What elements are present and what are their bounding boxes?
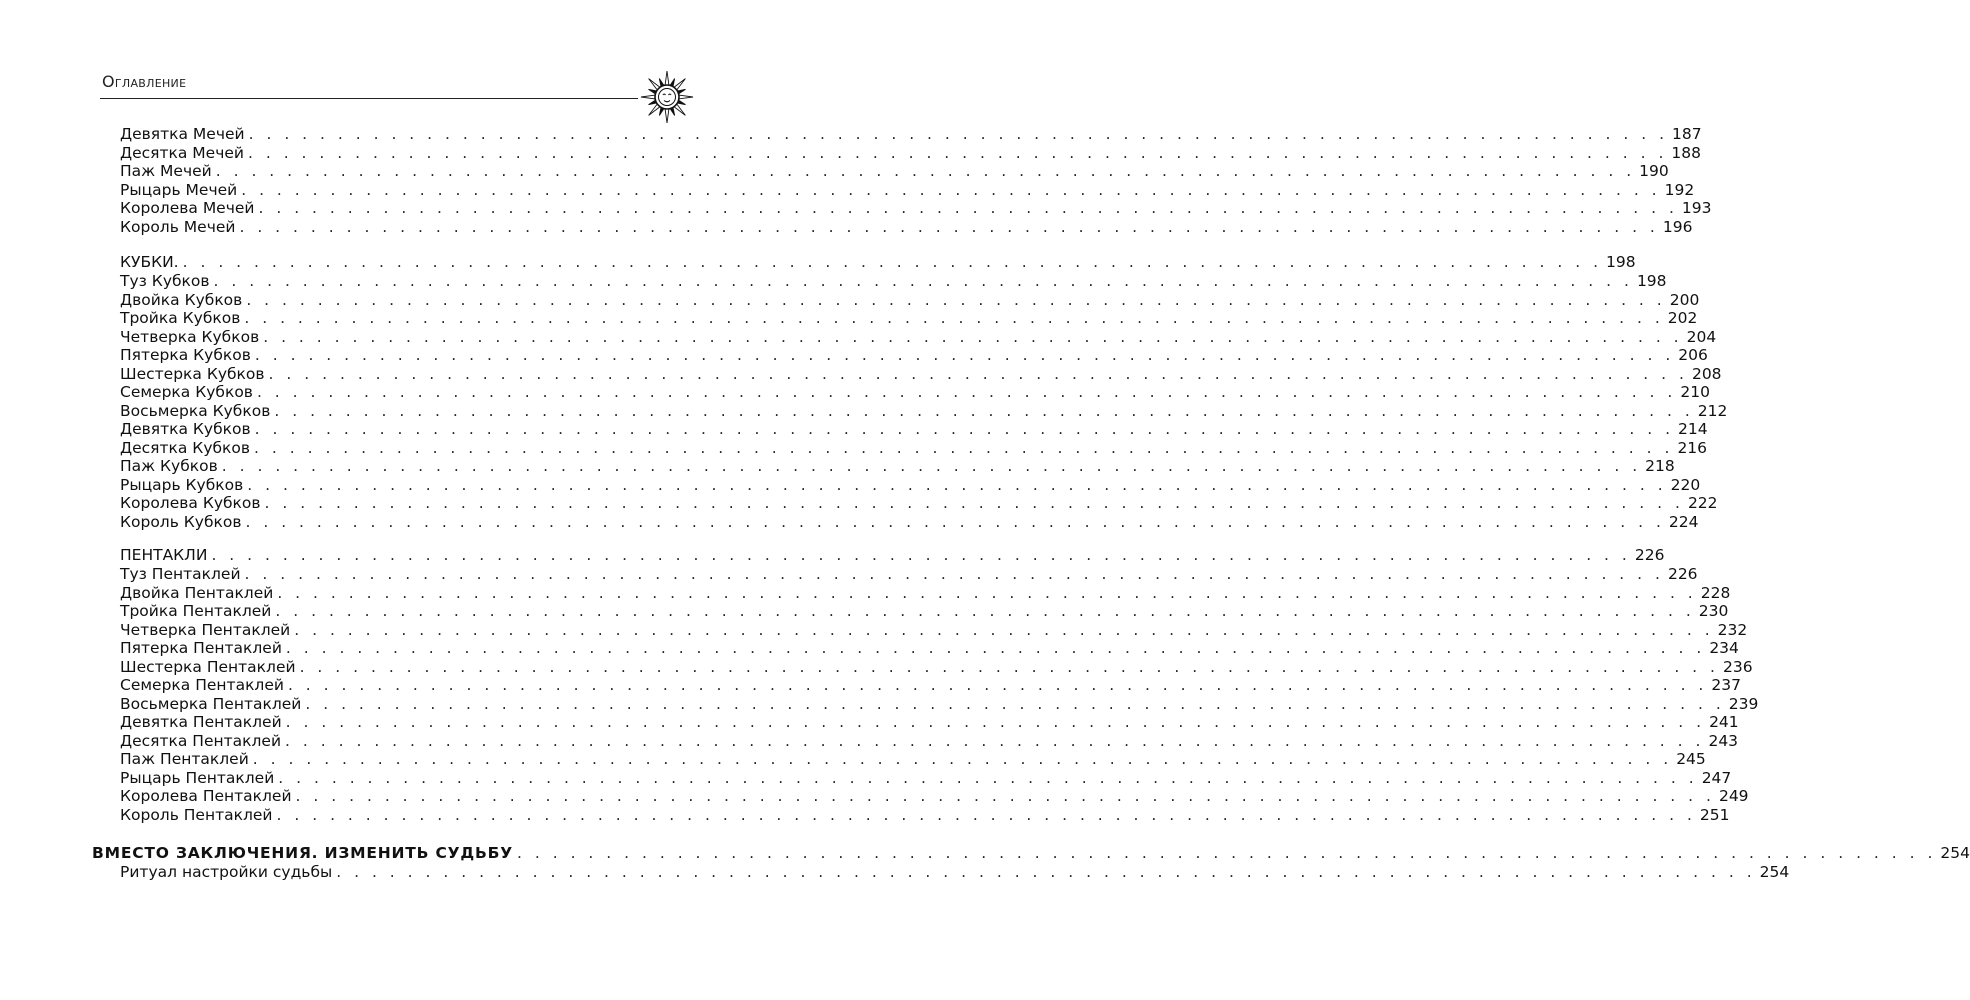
entry-label: Король Мечей xyxy=(120,217,236,236)
toc-entry[interactable] xyxy=(120,143,1701,163)
toc-entry[interactable] xyxy=(120,180,1695,200)
entry-label: Шестерка Кубков xyxy=(120,364,265,383)
entry-label: Туз Кубков xyxy=(120,272,210,290)
page-number: 192 xyxy=(1664,180,1695,199)
dot-leader: . . . . . . . . . . . . . . . . . . . . . . . . . . . . . . . . . . . . . . . . . . . . . . . . . . . . . . . . . . . . . . . . . . . . . . . . . . . . . . . . xyxy=(278,768,1698,787)
entry-label: Король Пентаклей xyxy=(120,805,273,824)
entry-label: Десятка Мечей xyxy=(120,143,244,162)
dot-leader: . . . . . . . . . . . . . . . . . . . . . . . . . . . . . . . . . . . . . . . . . . . . . . . . . . . . . . . . . . . . . . . . . . . . . . . . . . . . . . . . xyxy=(254,420,1675,438)
entry-label: Рыцарь Мечей xyxy=(120,180,238,199)
entry-label: Туз Пентаклей xyxy=(120,565,241,583)
entry-label: Тройка Пентаклей xyxy=(120,602,272,620)
toc-entry[interactable] xyxy=(120,199,1712,218)
toc-entry[interactable] xyxy=(120,694,1759,714)
section-heading-conclusion[interactable] xyxy=(92,844,1970,863)
dot-leader: . . . . . . . . . . . . . . . . . . . . . . . . . . . . . . . . . . . . . . . . . . . . . . . . . . . . . . . . . . . . . . . . . . . . . . . . . . . . . . . . xyxy=(305,694,1725,713)
dot-leader: . . . . . . . . . . . . . . . . . . . . . . . . . . . . . . . . . . . . . . . . . . . . . . . . . . . . . . . . . . . . . . . . . . . . . . . . . . . . . . . . xyxy=(299,657,1719,676)
page-number: 251 xyxy=(1699,805,1730,824)
page-number: 241 xyxy=(1709,713,1739,731)
toc-entry[interactable] xyxy=(120,420,1708,439)
dot-leader: . . . . . . . . . . . . . . . . . . . . . . . . . . . . . . . . . . . . . . . . . . . . . . . . . . . . . . . . . . . . . . . . . . . . . . . . . . . . . . . . xyxy=(213,272,1633,290)
toc-entry[interactable] xyxy=(120,863,1790,882)
entry-label: Ритуал настройки судьбы xyxy=(120,863,333,881)
toc-entry[interactable] xyxy=(120,346,1708,365)
entry-label: ВМЕСТО ЗАКЛЮЧЕНИЯ. ИЗМЕНИТЬ СУДЬБУ xyxy=(92,844,514,862)
dot-leader: . . . . . . . . . . . . . . . . . . . . . . . . . . . . . . . . . . . . . . . . . . . . . . . . . . . . . . . . . . . . . . . . . . . . . . . . . . . . . . . . xyxy=(241,180,1661,199)
page-number: 230 xyxy=(1698,602,1729,620)
entry-label: Шестерка Пентаклей xyxy=(120,657,296,676)
sun-ray xyxy=(679,95,693,99)
toc-entry[interactable] xyxy=(120,125,1702,144)
toc-entry[interactable] xyxy=(120,676,1741,695)
page-number: 188 xyxy=(1671,143,1701,162)
toc-entry[interactable] xyxy=(120,272,1667,291)
toc-entry[interactable] xyxy=(120,162,1669,181)
entry-label: Пятерка Кубков xyxy=(120,346,251,364)
dot-leader: . . . . . . . . . . . . . . . . . . . . . . . . . . . . . . . . . . . . . . . . . . . . . . . . . . . . . . . . . . . . . . . . . . . . . . . . . . . . . . . . xyxy=(244,565,1664,583)
page-number: 247 xyxy=(1701,768,1732,787)
entry-label: Десятка Пентаклей xyxy=(120,731,282,750)
entry-label: Восьмерка Пентаклей xyxy=(120,694,302,713)
dot-leader: . . . . . . . . . . . . . . . . . . . . . . . . . . . . . . . . . . . . . . . . . . . . . . . . . . . . . . . . . . . . . . . . . . . . . . . . . . . . . . . . xyxy=(274,401,1694,420)
page-number: 198 xyxy=(1636,272,1667,290)
entry-label: Восьмерка Кубков xyxy=(120,401,271,420)
sun-ray xyxy=(665,71,669,85)
dot-leader: . . . . . . . . . . . . . . . . . . . . . . . . . . . . . . . . . . . . . . . . . . . . . . . . . . . . . . . . . . . . . . . . . . . . . . . . . . . . . . . . xyxy=(285,731,1705,750)
toc-entry[interactable] xyxy=(120,401,1728,421)
dot-leader: . . . . . . . . . . . . . . . . . . . . . . . . . . . . . . . . . . . . . . . . . . . . . . . . . . . . . . . . . . . . . . . . . . . . . . . . . . . . . . . . xyxy=(211,546,1631,564)
entry-label: КУБКИ. xyxy=(120,253,179,271)
entry-label: ПЕНТАКЛИ xyxy=(120,546,208,564)
dot-leader: . . . . . . . . . . . . . . . . . . . . . . . . . . . . . . . . . . . . . . . . . . . . . . . . . . . . . . . . . . . . . . . . . . . . . . . . . . . . . . . . xyxy=(285,713,1706,731)
header-rule xyxy=(100,98,638,99)
entry-label: Рыцарь Кубков xyxy=(120,475,244,494)
dot-leader: . . . . . . . . . . . . . . . . . . . . . . . . . . . . . . . . . . . . . . . . . . . . . . . . . . . . . . . . . . . . . . . . . . . . . . . . . . . . . . . . xyxy=(182,253,1603,271)
dot-leader: . . . . . . . . . . . . . . . . . . . . . . . . . . . . . . . . . . . . . . . . . . . . . . . . . . . . . . . . . . . . . . . . . . . . . . . . . . . . . . . . xyxy=(277,583,1697,602)
toc-entry[interactable] xyxy=(120,290,1700,310)
entry-label: Десятка Кубков xyxy=(120,438,251,457)
entry-label: Девятка Пентаклей xyxy=(120,713,282,731)
entry-label: Королева Мечей xyxy=(120,199,255,217)
dot-leader: . . . . . . . . . . . . . . . . . . . . . . . . . . . . . . . . . . . . . . . . . . . . . . . . . . . . . . . . . . . . . . . . . . . . . . . . . . . . . . . . xyxy=(221,457,1642,475)
toc-entry[interactable] xyxy=(120,602,1729,621)
dot-leader: . . . . . . . . . . . . . . . . . . . . . . . . . . . . . . . . . . . . . . . . . . . . . . . . . . . . . . . . . . . . . . . . . . . . . . . . . . . . . . . . xyxy=(276,805,1696,824)
dot-leader: . . . . . . . . . . . . . . . . . . . . . . . . . . . . . . . . . . . . . . . . . . . . . . . . . . . . . . . . . . . . . . . . . . . . . . . . . . . . . . . . xyxy=(268,364,1688,383)
page-number: 218 xyxy=(1645,457,1675,475)
entry-label: Четверка Пентаклей xyxy=(120,620,291,639)
page-number: 220 xyxy=(1670,475,1701,494)
dot-leader: . . . . . . . . . . . . . . . . . . . . . . . . . . . . . . . . . . . . . . . . . . . . . . . . . . . . . . . . . . . . . . . . . . . . . . . . . . . . . . . . xyxy=(254,346,1675,364)
dot-leader: . . . . . . . . . . . . . . . . . . . . . . . . . . . . . . . . . . . . . . . . . . . . . . . . . . . . . . . . . . . . . . . . . . . . . . . . . . . . . . . . xyxy=(248,125,1669,143)
entry-label: Рыцарь Пентаклей xyxy=(120,768,275,787)
dot-leader: . . . . . . . . . . . . . . . . . . . . . . . . . . . . . . . . . . . . . . . . . . . . . . . . . . . . . . . . . . . . . . . . . . . . . . . . . . . . . . . . xyxy=(285,639,1706,657)
dot-leader: . . . . . . . . . . . . . . . . . . . . . . . . . . . . . . . . . . . . . . . . . . . . . . . . . . . . . . . . . . . . . . . . . . . . . . . . . . . . . . . . xyxy=(256,383,1677,401)
toc-entry[interactable] xyxy=(120,512,1699,532)
page-number: 226 xyxy=(1634,546,1665,564)
dot-leader: . . . . . . . . . . . . . . . . . . . . . . . . . . . . . . . . . . . . . . . . . . . . . . . . . . . . . . . . . . . . . . . . . . . . . . . . . . . . . . . . xyxy=(252,750,1673,768)
page-number: 239 xyxy=(1728,694,1759,713)
toc-entry[interactable] xyxy=(120,327,1717,347)
page-number: 254 xyxy=(1940,844,1970,862)
page-number: 187 xyxy=(1672,125,1702,143)
page-number: 228 xyxy=(1700,583,1731,602)
page-number: 196 xyxy=(1662,217,1693,236)
page-number: 254 xyxy=(1759,863,1790,881)
toc-entry[interactable] xyxy=(120,731,1739,751)
page-number: 224 xyxy=(1668,512,1699,531)
toc-entry[interactable] xyxy=(120,457,1675,476)
dot-leader: . . . . . . . . . . . . . . . . . . . . . . . . . . . . . . . . . . . . . . . . . . . . . . . . . . . . . . . . . . . . . . . . . . . . . . . . . . . . . . . . xyxy=(517,844,1937,862)
page-number: 216 xyxy=(1677,438,1708,457)
toc-entry[interactable] xyxy=(120,620,1748,640)
entry-label: Паж Пентаклей xyxy=(120,750,249,768)
dot-leader: . . . . . . . . . . . . . . . . . . . . . . . . . . . . . . . . . . . . . . . . . . . . . . . . . . . . . . . . . . . . . . . . . . . . . . . . . . . . . . . . xyxy=(275,602,1695,620)
toc-entry[interactable] xyxy=(120,750,1706,769)
sun-ray xyxy=(665,109,669,123)
dot-leader: . . . . . . . . . . . . . . . . . . . . . . . . . . . . . . . . . . . . . . . . . . . . . . . . . . . . . . . . . . . . . . . . . . . . . . . . . . . . . . . . xyxy=(244,309,1664,327)
page-number: 249 xyxy=(1718,787,1749,805)
toc-entry[interactable] xyxy=(120,639,1739,658)
entry-label: Король Кубков xyxy=(120,512,242,531)
entry-label: Тройка Кубков xyxy=(120,309,241,327)
page-number: 190 xyxy=(1639,162,1669,180)
toc-entry[interactable] xyxy=(120,217,1693,237)
page-number: 200 xyxy=(1669,290,1700,309)
entry-label: Двойка Кубков xyxy=(120,290,243,309)
page-number: 222 xyxy=(1687,494,1718,512)
running-header: Оглавление xyxy=(102,72,187,91)
entry-label: Семерка Пентаклей xyxy=(120,676,284,694)
toc-entry[interactable] xyxy=(120,565,1698,584)
page-number: 208 xyxy=(1691,364,1722,383)
sun-ray xyxy=(641,95,655,99)
toc-entry[interactable] xyxy=(120,438,1708,458)
page-number: 204 xyxy=(1686,327,1717,346)
entry-label: Паж Мечей xyxy=(120,162,212,180)
toc-entry[interactable] xyxy=(120,768,1732,788)
entry-label: Королева Кубков xyxy=(120,494,261,512)
sun-icon xyxy=(638,70,696,124)
entry-label: Пятерка Пентаклей xyxy=(120,639,282,657)
toc-entry[interactable] xyxy=(120,475,1701,495)
entry-label: Паж Кубков xyxy=(120,457,218,475)
dot-leader: . . . . . . . . . . . . . . . . . . . . . . . . . . . . . . . . . . . . . . . . . . . . . . . . . . . . . . . . . . . . . . . . . . . . . . . . . . . . . . . . xyxy=(247,475,1667,494)
page-number: 212 xyxy=(1697,401,1728,420)
page-number: 236 xyxy=(1722,657,1753,676)
page-number: 214 xyxy=(1678,420,1708,438)
entry-label: Двойка Пентаклей xyxy=(120,583,274,602)
toc-entry[interactable] xyxy=(120,713,1739,732)
page-number: 232 xyxy=(1717,620,1748,639)
dot-leader: . . . . . . . . . . . . . . . . . . . . . . . . . . . . . . . . . . . . . . . . . . . . . . . . . . . . . . . . . . . . . . . . . . . . . . . . . . . . . . . . xyxy=(336,863,1756,881)
toc-entry[interactable] xyxy=(120,364,1722,384)
page-number: 243 xyxy=(1708,731,1739,750)
toc-entry[interactable] xyxy=(120,309,1698,328)
dot-leader: . . . . . . . . . . . . . . . . . . . . . . . . . . . . . . . . . . . . . . . . . . . . . . . . . . . . . . . . . . . . . . . . . . . . . . . . . . . . . . . . xyxy=(254,438,1674,457)
dot-leader: . . . . . . . . . . . . . . . . . . . . . . . . . . . . . . . . . . . . . . . . . . . . . . . . . . . . . . . . . . . . . . . . . . . . . . . . . . . . . . . . xyxy=(287,676,1708,694)
page-number: 206 xyxy=(1678,346,1708,364)
toc-entry[interactable] xyxy=(120,657,1753,677)
dot-leader: . . . . . . . . . . . . . . . . . . . . . . . . . . . . . . . . . . . . . . . . . . . . . . . . . . . . . . . . . . . . . . . . . . . . . . . . . . . . . . . . xyxy=(258,199,1678,217)
dot-leader: . . . . . . . . . . . . . . . . . . . . . . . . . . . . . . . . . . . . . . . . . . . . . . . . . . . . . . . . . . . . . . . . . . . . . . . . . . . . . . . . xyxy=(248,143,1668,162)
page-number: 237 xyxy=(1711,676,1741,694)
toc-entry[interactable] xyxy=(120,494,1718,513)
page-number: 202 xyxy=(1667,309,1698,327)
toc-entry[interactable] xyxy=(120,805,1730,825)
page-number: 210 xyxy=(1680,383,1710,401)
page-number: 234 xyxy=(1709,639,1739,657)
toc-entry[interactable] xyxy=(120,383,1710,402)
entry-label: Королева Пентаклей xyxy=(120,787,292,805)
dot-leader: . . . . . . . . . . . . . . . . . . . . . . . . . . . . . . . . . . . . . . . . . . . . . . . . . . . . . . . . . . . . . . . . . . . . . . . . . . . . . . . . xyxy=(215,162,1636,180)
dot-leader: . . . . . . . . . . . . . . . . . . . . . . . . . . . . . . . . . . . . . . . . . . . . . . . . . . . . . . . . . . . . . . . . . . . . . . . . . . . . . . . . xyxy=(245,512,1665,531)
entry-label: Девятка Мечей xyxy=(120,125,245,143)
section-heading-cups[interactable] xyxy=(120,253,1636,272)
entry-label: Девятка Кубков xyxy=(120,420,251,438)
dot-leader: . . . . . . . . . . . . . . . . . . . . . . . . . . . . . . . . . . . . . . . . . . . . . . . . . . . . . . . . . . . . . . . . . . . . . . . . . . . . . . . . xyxy=(294,620,1714,639)
entry-label: Семерка Кубков xyxy=(120,383,253,401)
dot-leader: . . . . . . . . . . . . . . . . . . . . . . . . . . . . . . . . . . . . . . . . . . . . . . . . . . . . . . . . . . . . . . . . . . . . . . . . . . . . . . . . xyxy=(263,327,1683,346)
page-number: 245 xyxy=(1676,750,1706,768)
toc-entry[interactable] xyxy=(120,787,1749,806)
dot-leader: . . . . . . . . . . . . . . . . . . . . . . . . . . . . . . . . . . . . . . . . . . . . . . . . . . . . . . . . . . . . . . . . . . . . . . . . . . . . . . . . xyxy=(239,217,1659,236)
dot-leader: . . . . . . . . . . . . . . . . . . . . . . . . . . . . . . . . . . . . . . . . . . . . . . . . . . . . . . . . . . . . . . . . . . . . . . . . . . . . . . . . xyxy=(264,494,1684,512)
dot-leader: . . . . . . . . . . . . . . . . . . . . . . . . . . . . . . . . . . . . . . . . . . . . . . . . . . . . . . . . . . . . . . . . . . . . . . . . . . . . . . . . xyxy=(246,290,1666,309)
dot-leader: . . . . . . . . . . . . . . . . . . . . . . . . . . . . . . . . . . . . . . . . . . . . . . . . . . . . . . . . . . . . . . . . . . . . . . . . . . . . . . . . xyxy=(295,787,1715,805)
page-number: 193 xyxy=(1681,199,1712,217)
toc-entry[interactable] xyxy=(120,583,1731,603)
entry-label: Четверка Кубков xyxy=(120,327,260,346)
section-heading-pentacles[interactable] xyxy=(120,546,1665,565)
page-number: 226 xyxy=(1667,565,1698,583)
page-number: 198 xyxy=(1606,253,1636,271)
